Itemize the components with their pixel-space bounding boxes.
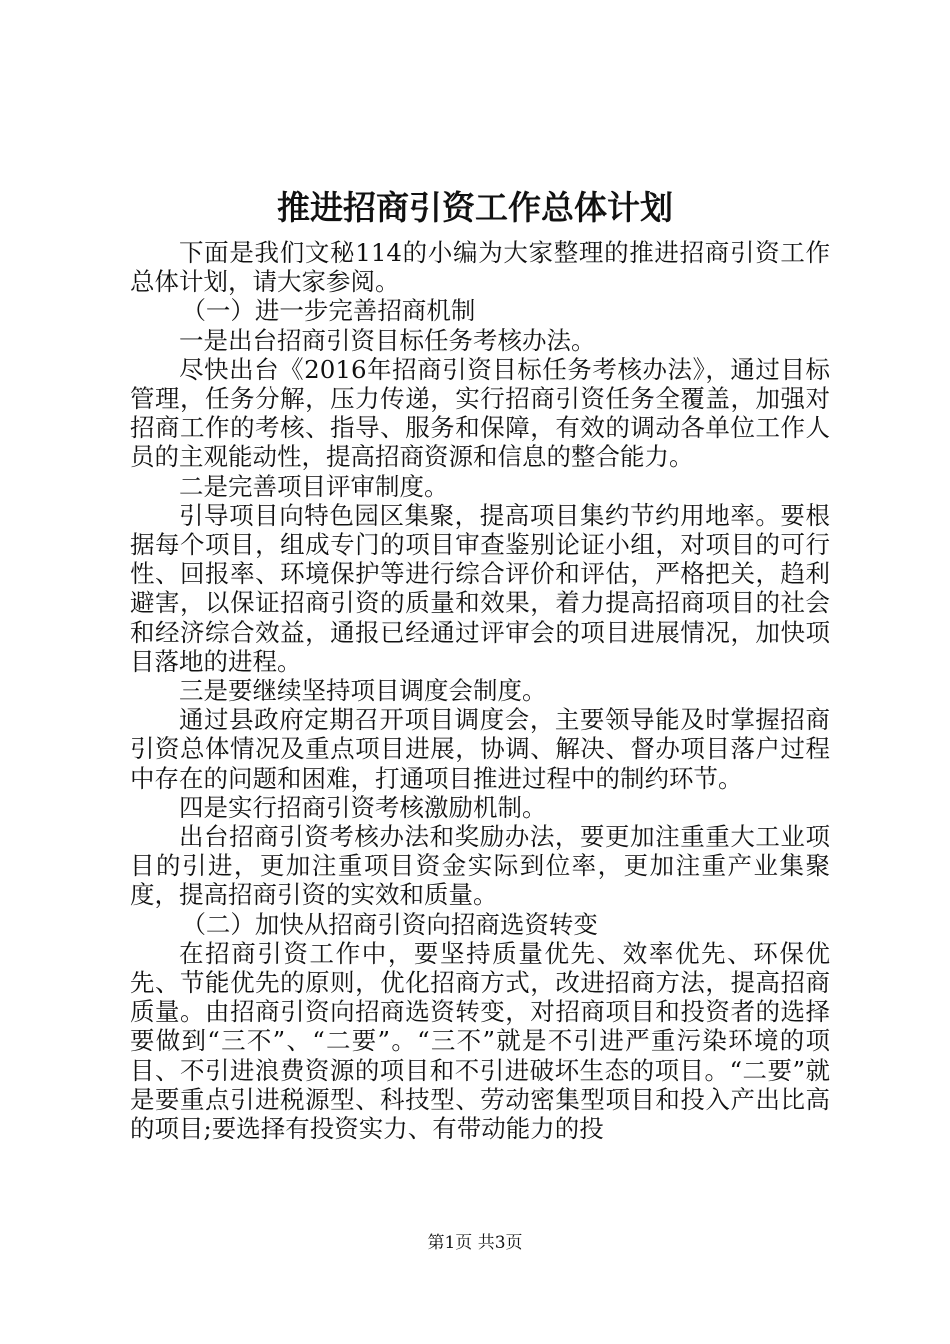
sub-heading: 一是出台招商引资目标任务考核办法。 <box>179 325 596 355</box>
document-title: 推进招商引资工作总体计划 <box>277 188 673 227</box>
page-footer: 第1页 共3页 <box>427 1233 523 1253</box>
body-paragraph: 下面是我们文秘114的小编为大家整理的推进招商引资工作总体计划，请大家参阅。 <box>130 238 830 297</box>
document-body <box>130 238 830 1143</box>
sub-heading: 三是要继续坚持项目调度会制度。 <box>179 676 547 706</box>
sub-heading: 二是完善项目评审制度。 <box>179 471 449 501</box>
body-paragraph: 通过县政府定期召开项目调度会，主要领导能及时掌握招商引资总体情况及重点项目进展，协调、解决、督办项目落户过程中存在的问题和困难，打通项目推进过程中的制约环节。 <box>130 705 830 793</box>
body-paragraph: 出台招商引资考核办法和奖励办法，要更加注重重大工业项目的引进，更加注重项目资金实际到位率，更加注重产业集聚度，提高招商引资的实效和质量。 <box>130 822 830 910</box>
body-paragraph: 在招商引资工作中，要坚持质量优先、效率优先、环保优先、节能优先的原则，优化招商方式，改进招商方法，提高招商质量。由招商引资向招商选资转变，对招商项目和投资者的选择要做到“三不”、“二要”。“三不”就是不引进严重污染环境的项目、不引进浪费资源的项目和不引进破坏生态的项目。“二要”就是要重点引进税源型、科技型、劳动密集型项目和投入产出比高的项目;要选择有投资实力、有带动能力的投 <box>130 938 830 1144</box>
section-heading: （一）进一步完善招商机制 <box>181 296 476 326</box>
sub-heading: 四是实行招商引资考核激励机制。 <box>179 792 547 822</box>
body-paragraph: 引导项目向特色园区集聚，提高项目集约节约用地率。要根据每个项目，组成专门的项目审查鉴别论证小组，对项目的可行性、回报率、环境保护等进行综合评价和评估，严格把关，趋利避害，以保证招商引资的质量和效果，着力提高招商项目的社会和经济综合效益，通报已经通过评审会的项目进展情况，加快项目落地的进程。 <box>130 500 830 676</box>
body-paragraph: 尽快出台《2016年招商引资目标任务考核办法》，通过目标管理，任务分解，压力传递，实行招商引资任务全覆盖，加强对招商工作的考核、指导、服务和保障，有效的调动各单位工作人员的主观能动性，提高招商资源和信息的整合能力。 <box>130 354 830 472</box>
section-heading: （二）加快从招商引资向招商选资转变 <box>181 909 598 939</box>
